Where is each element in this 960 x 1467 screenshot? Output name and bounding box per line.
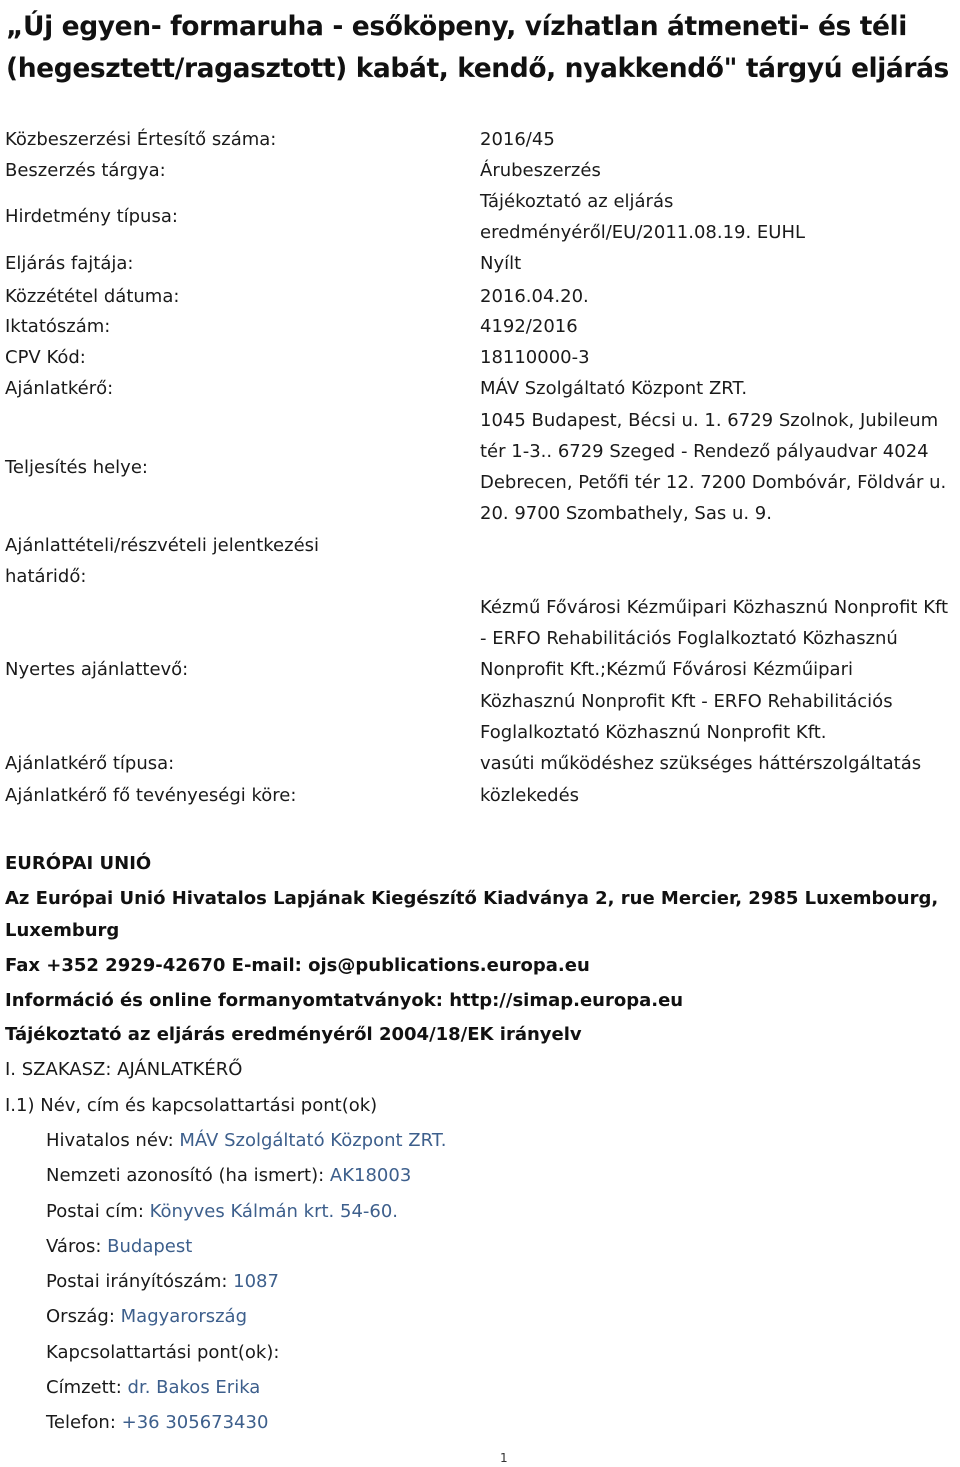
field-value: MÁV Szolgáltató Központ ZRT.: [179, 1130, 447, 1151]
value-teljesites-helye-line: tér 1-3.. 6729 Szeged - Rendező pályaudvar 4024: [480, 441, 929, 462]
value-hirdetmeny-tipusa-line1: Tájékoztató az eljárás: [480, 191, 674, 212]
field-value: Könyves Kálmán krt. 54-60.: [149, 1201, 399, 1222]
field-value: AK18003: [329, 1165, 412, 1186]
value-nyertes-line: Kézmű Fővárosi Kézműipari Közhasznú Nonprofit Kft: [480, 597, 949, 618]
value-nyertes-line: Nonprofit Kft.;Kézmű Fővárosi Kézműipari: [480, 659, 853, 680]
section-heading: I. SZAKASZ: AJÁNLATKÉRŐ: [5, 1059, 243, 1080]
value-nyertes-line: - ERFO Rehabilitációs Foglalkoztató Közhasznú: [480, 628, 898, 649]
label-teljesites-helye: Teljesítés helye:: [5, 457, 148, 478]
label-iktatoszam: Iktatószám:: [5, 316, 111, 337]
value-kozbeszerzesi-ertesito: 2016/45: [480, 129, 555, 150]
eu-publisher: Az Európai Unió Hivatalos Lapjának Kiegészítő Kiadványa 2, rue Mercier, 2985 Luxembourg, Luxemburg: [5, 888, 939, 941]
eu-online-forms: Információ és online formanyomtatványok: http://simap.europa.eu: [5, 990, 684, 1011]
label-beszerzes-targya: Beszerzés tárgya:: [5, 160, 166, 181]
value-fo-tevekenyseg: közlekedés: [480, 785, 580, 806]
field-value: Magyarország: [120, 1306, 248, 1327]
label-ajanlatkero: Ajánlatkérő:: [5, 378, 114, 399]
field-label: Telefon:: [46, 1412, 122, 1433]
label-hirdetmeny-tipusa: Hirdetmény típusa:: [5, 206, 178, 227]
label-hatarido-line2: határidő:: [5, 566, 87, 587]
label-kozzetetel-datuma: Közzététel dátuma:: [5, 286, 180, 307]
field-value: Budapest: [107, 1236, 193, 1257]
field-value: dr. Bakos Erika: [127, 1377, 261, 1398]
field-label: Postai cím:: [46, 1201, 150, 1222]
label-fo-tevekenyseg: Ajánlatkérő fő tevényeségi köre:: [5, 785, 297, 806]
value-eljaras-fajtaja: Nyílt: [480, 253, 522, 274]
page-number: 1: [500, 1451, 508, 1465]
value-nyertes-line: Közhasznú Nonprofit Kft - ERFO Rehabilitációs: [480, 691, 893, 712]
value-teljesites-helye-line: 20. 9700 Szombathely, Sas u. 9.: [480, 503, 772, 524]
label-eljaras-fajtaja: Eljárás fajtája:: [5, 253, 134, 274]
value-hirdetmeny-tipusa-line2: eredményéről/EU/2011.08.19. EUHL: [480, 222, 806, 243]
field-value: +36 305673430: [121, 1412, 269, 1433]
field-label: Város:: [46, 1236, 108, 1257]
value-beszerzes-targya: Árubeszerzés: [480, 160, 601, 181]
value-cpv-kod: 18110000-3: [480, 347, 590, 368]
field-kapcsolattartas: [46, 1337, 279, 1368]
value-kozzetetel-datuma: 2016.04.20.: [480, 286, 589, 307]
field-cimzett: [46, 1372, 260, 1403]
label-nyertes: Nyertes ajánlattevő:: [5, 659, 189, 680]
eu-fax-email: Fax +352 2929-42670 E-mail: ojs@publications.europa.eu: [5, 955, 590, 976]
field-nemzeti-azonosito: [46, 1160, 411, 1191]
field-label: Nemzeti azonosító (ha ismert):: [46, 1165, 330, 1186]
field-label: Címzett:: [46, 1377, 128, 1398]
field-label: Ország:: [46, 1306, 121, 1327]
value-ajanlatkero: MÁV Szolgáltató Központ ZRT.: [480, 378, 748, 399]
field-postai-cim: [46, 1196, 398, 1227]
value-ajanlatkero-tipusa: vasúti működéshez szükséges háttérszolgáltatás: [480, 753, 922, 774]
field-orszag: [46, 1301, 247, 1332]
value-iktatoszam: 4192/2016: [480, 316, 578, 337]
field-telefon: [46, 1407, 268, 1438]
label-ajanlatkero-tipusa: Ajánlatkérő típusa:: [5, 753, 175, 774]
eu-heading: EURÓPAI UNIÓ: [5, 853, 152, 874]
page-title: „Új egyen- formaruha - esőköpeny, vízhatlan átmeneti- és téli (hegesztett/ragasztott) kabát, kendő, nyakkendő" tárgyú eljárás: [6, 11, 949, 84]
value-teljesites-helye-line: 1045 Budapest, Bécsi u. 1. 6729 Szolnok, Jubileum: [480, 410, 939, 431]
label-cpv-kod: CPV Kód:: [5, 347, 86, 368]
value-nyertes-line: Foglalkoztató Közhasznú Nonprofit Kft.: [480, 722, 827, 743]
field-label: Hivatalos név:: [46, 1130, 180, 1151]
field-iranyitoszam: [46, 1266, 279, 1297]
field-varos: [46, 1231, 192, 1262]
value-teljesites-helye-line: Debrecen, Petőfi tér 12. 7200 Dombóvár, Földvár u.: [480, 472, 947, 493]
field-hivatalos-nev: [46, 1125, 446, 1156]
eu-notice: Tájékoztató az eljárás eredményéről 2004/18/EK irányelv: [5, 1024, 582, 1045]
label-kozbeszerzesi-ertesito: Közbeszerzési Értesítő száma:: [5, 129, 277, 150]
field-label: Kapcsolattartási pont(ok):: [46, 1342, 280, 1363]
subsection-heading: I.1) Név, cím és kapcsolattartási pont(ok): [5, 1095, 378, 1116]
label-hatarido-line1: Ajánlattételi/részvételi jelentkezési: [5, 535, 320, 556]
field-value: 1087: [233, 1271, 279, 1292]
field-label: Postai irányítószám:: [46, 1271, 234, 1292]
